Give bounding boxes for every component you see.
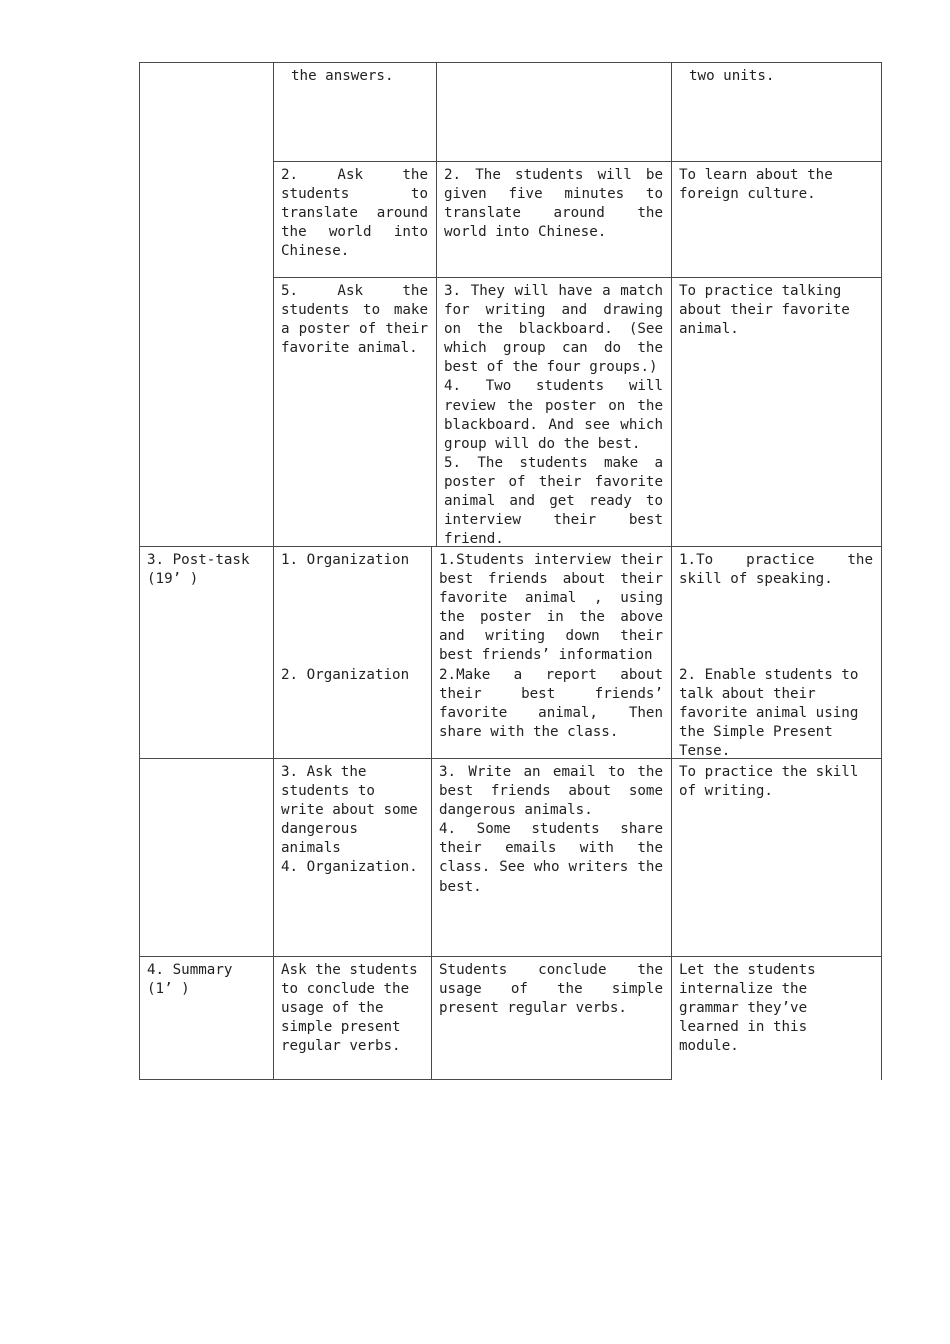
row5-students-cell: 3. Write an email to the best friends about some dangerous animals. 4. Some students share their emails with the class. See who writers the best. [439,764,663,895]
post-task-teacher-1: 1. Organization [281,552,410,568]
post-task-students-1: 1.Students interview their best friends about their favorite animal , using the poster in the above and writing down their best friends’ information [439,552,663,664]
post-task-teacher-2: 2. Organization [281,667,410,683]
table-border-right [881,62,882,1080]
summary-students-cell: Students conclude the usage of the simple present regular verbs. [439,962,663,1017]
row2-teacher-cell: 2. Ask the students to translate around the world into Chinese. [281,167,428,260]
row5-purpose-cell: To practice the skill of writing. [679,764,859,800]
summary-purpose-cell: Let the students internalize the grammar they’ve learned in this module. [679,962,816,1055]
post-task-purpose-2: 2. Enable students to talk about their favorite animal using the Simple Present Tense. [679,667,859,760]
table-border-bottom [139,1079,672,1080]
post-task-stage-cell: 3. Post-task (19’ ) [147,552,250,588]
row-divider [139,956,882,957]
row-divider [273,161,882,162]
row3-teacher-cell: 5. Ask the students to make a poster of their favorite animal. [281,283,428,357]
row2-students-cell: 2. The students will be given five minutes to translate around the world into Chinese. [444,167,663,241]
row1-purpose-cell: two units. [689,68,775,84]
summary-teacher-cell: Ask the students to conclude the usage of the simple present regular verbs. [281,962,418,1055]
row5-teacher-cell: 3. Ask the students to write about some dangerous animals 4. Organization. [281,764,418,876]
post-task-purpose-1: 1.To practice the skill of speaking. [679,552,873,588]
row1-teacher-cell: the answers. [291,68,394,84]
table-border-top [139,62,882,63]
row2-purpose-cell: To learn about the foreign culture. [679,167,833,203]
post-task-students-2: 2.Make a report about their best friends’ favorite animal, Then share with the class. [439,667,663,741]
row3-purpose-cell: To practice talking about their favorite animal. [679,283,850,338]
row-divider [273,277,882,278]
row3-students-cell: 3. They will have a match for writing and drawing on the blackboard. (See which group can do the best of the four groups.) 4. Two students will review the poster on the blackboard. And see which group will do the best. 5. The students make a poster of their favorite animal and get ready to interview their best friend. [444,283,663,548]
summary-stage-cell: 4. Summary (1’ ) [147,962,233,998]
